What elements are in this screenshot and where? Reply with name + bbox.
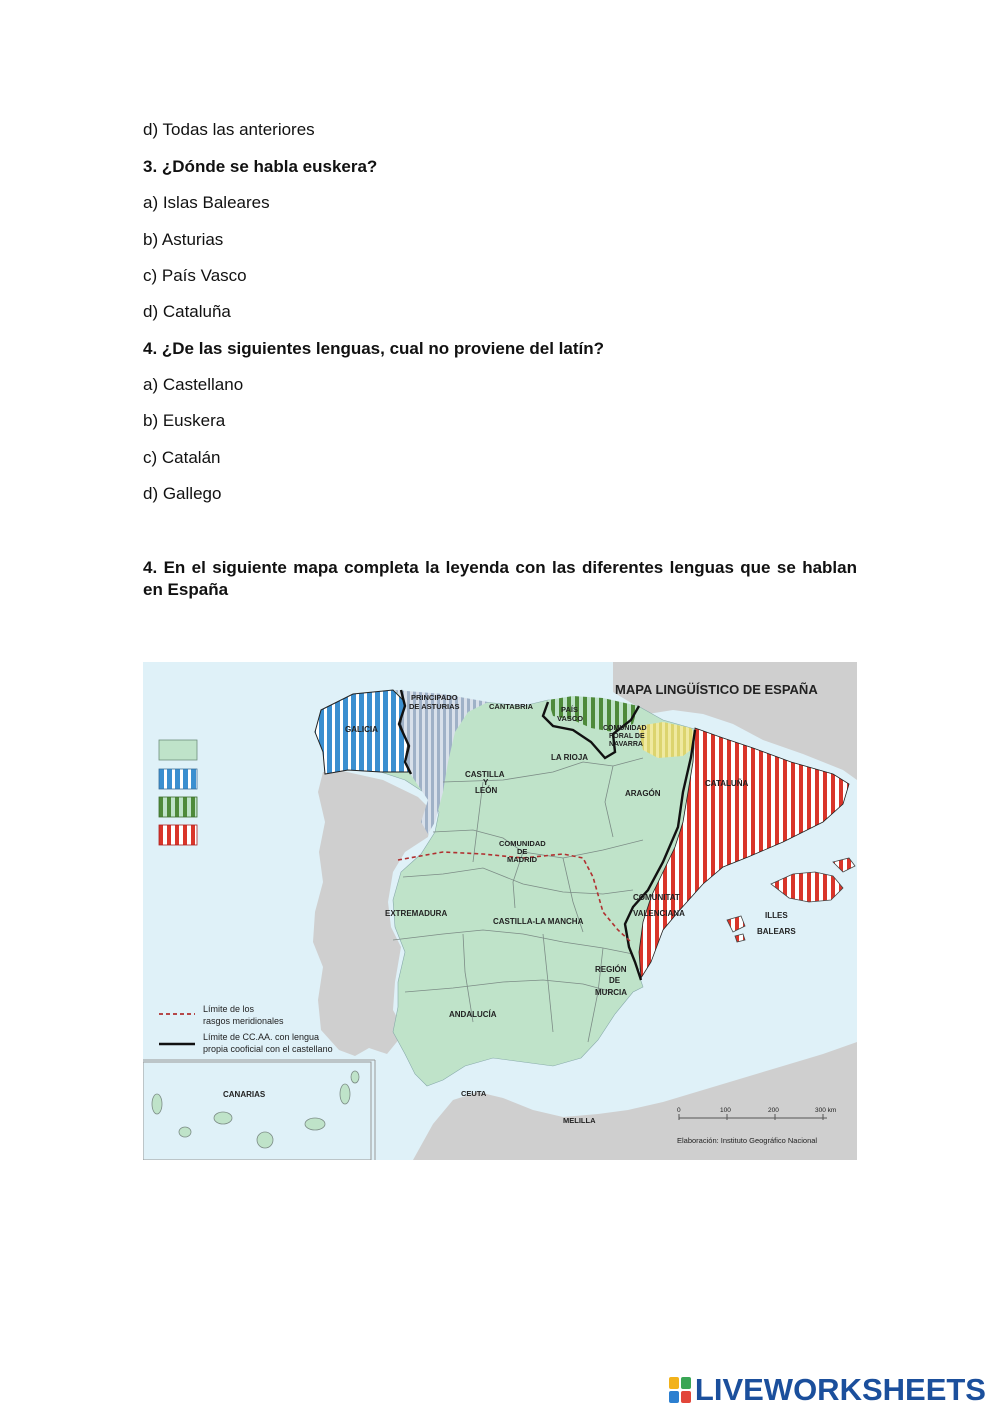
scale-tick-100: 100 bbox=[720, 1107, 731, 1114]
label-madrid-2: DE bbox=[517, 847, 528, 856]
legend-ccaa-text-2: propia cooficial con el castellano bbox=[203, 1044, 333, 1054]
label-castilla-leon-3: LEÓN bbox=[475, 786, 498, 795]
label-andalucia: ANDALUCÍA bbox=[449, 1010, 497, 1019]
label-valenciana-1: COMUNITAT bbox=[633, 893, 680, 902]
question3-option-b[interactable]: b) Asturias bbox=[143, 230, 224, 249]
label-canarias: CANARIAS bbox=[223, 1090, 266, 1099]
label-baleares-1: ILLES bbox=[765, 911, 788, 920]
linguistic-map bbox=[143, 662, 857, 1160]
scale-tick-300: 300 km bbox=[815, 1107, 837, 1114]
label-extremadura: EXTREMADURA bbox=[385, 909, 448, 918]
label-pais-vasco-1: PAÍS bbox=[561, 705, 578, 714]
question4-title: 4. ¿De las siguientes lenguas, cual no proviene del latín? bbox=[143, 339, 605, 358]
label-madrid-3: MADRID bbox=[507, 855, 537, 864]
label-baleares-2: BALEARS bbox=[757, 927, 796, 936]
label-murcia-1: REGIÓN bbox=[595, 965, 627, 974]
question4-option-d[interactable]: d) Gallego bbox=[143, 484, 222, 503]
label-castilla-mancha: CASTILLA-LA MANCHA bbox=[493, 917, 584, 926]
label-castilla-leon-2: Y bbox=[483, 778, 489, 787]
label-cantabria: CANTABRIA bbox=[489, 702, 534, 711]
legend-swatch-catalan[interactable] bbox=[159, 825, 197, 845]
label-cataluna: CATALUÑA bbox=[705, 779, 749, 788]
liveworksheets-icon bbox=[669, 1377, 691, 1403]
legend-meridional-text-1: Límite de los bbox=[203, 1004, 255, 1014]
label-aragon: ARAGÓN bbox=[625, 789, 661, 798]
question3-option-d[interactable]: d) Cataluña bbox=[143, 302, 231, 321]
map-instruction: 4. En el siguiente mapa completa la leyenda con las diferentes lenguas que se hablan en España bbox=[143, 558, 857, 599]
label-melilla: MELILLA bbox=[563, 1116, 596, 1125]
label-valenciana-2: VALENCIANA bbox=[633, 909, 685, 918]
label-asturias-2: DE ASTURIAS bbox=[409, 702, 460, 711]
liveworksheets-logo bbox=[669, 1373, 986, 1407]
legend-swatch-castellano[interactable] bbox=[159, 740, 197, 760]
linguistic-map-svg bbox=[143, 662, 857, 1160]
legend-swatch-gallego[interactable] bbox=[159, 769, 197, 789]
label-castilla-leon-1: CASTILLA bbox=[465, 770, 505, 779]
legend-meridional-text-2: rasgos meridionales bbox=[203, 1016, 284, 1026]
question2-option-d: d) Todas las anteriores bbox=[143, 120, 315, 139]
label-la-rioja: LA RIOJA bbox=[551, 753, 589, 762]
question3-option-a[interactable]: a) Islas Baleares bbox=[143, 193, 270, 212]
label-navarra-1: COMUNIDAD bbox=[603, 725, 647, 732]
label-navarra-2: FORAL DE bbox=[609, 733, 645, 740]
question4-option-b[interactable]: b) Euskera bbox=[143, 411, 226, 430]
legend-ccaa-text-1: Límite de CC.AA. con lengua bbox=[203, 1032, 320, 1042]
label-murcia-2: DE bbox=[609, 976, 621, 985]
legend-swatch-euskera[interactable] bbox=[159, 797, 197, 817]
label-madrid-1: COMUNIDAD bbox=[499, 839, 546, 848]
scale-tick-200: 200 bbox=[768, 1107, 779, 1114]
question3-title: 3. ¿Dónde se habla euskera? bbox=[143, 157, 378, 176]
label-pais-vasco-2: VASCO bbox=[557, 714, 584, 723]
question4-option-a[interactable]: a) Castellano bbox=[143, 375, 244, 394]
canarias-inset bbox=[143, 1062, 371, 1160]
label-murcia-3: MURCIA bbox=[595, 988, 627, 997]
question4-option-c[interactable]: c) Catalán bbox=[143, 448, 221, 467]
label-ceuta: CEUTA bbox=[461, 1089, 487, 1098]
map-credit: Elaboración: Instituto Geográfico Nacional bbox=[677, 1136, 818, 1145]
label-asturias-1: PRINCIPADO bbox=[411, 693, 458, 702]
map-title: MAPA LINGÜÍSTICO DE ESPAÑA bbox=[615, 682, 818, 697]
scale-tick-0: 0 bbox=[677, 1107, 681, 1114]
label-navarra-3: NAVARRA bbox=[609, 741, 643, 748]
label-galicia: GALICIA bbox=[345, 725, 378, 734]
question3-option-c[interactable]: c) País Vasco bbox=[143, 266, 247, 285]
liveworksheets-wordmark: LIVEWORKSHEETS bbox=[694, 1372, 986, 1407]
